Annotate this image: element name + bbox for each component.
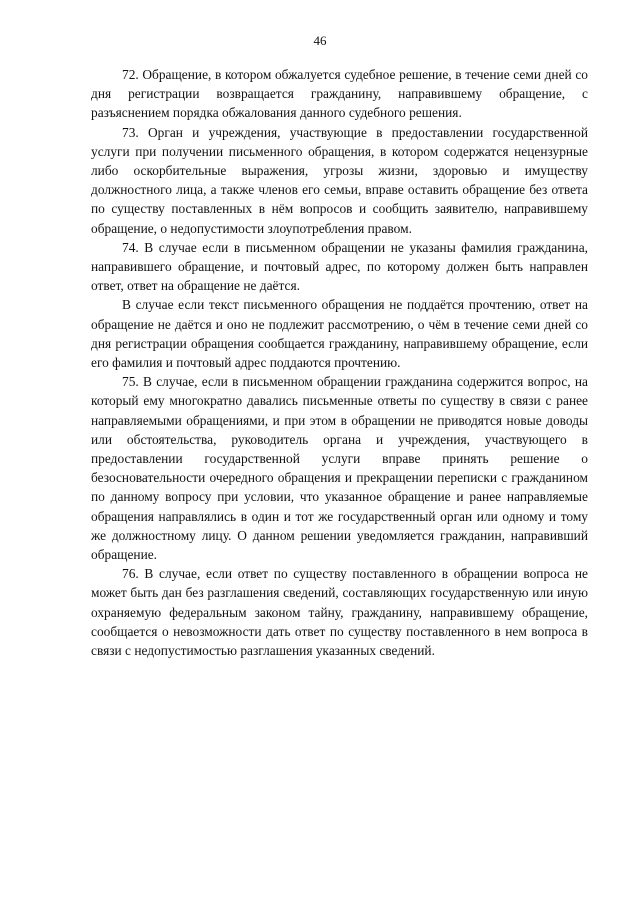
document-body: [91, 65, 588, 660]
paragraph-74: 74. В случае если в письменном обращении не указаны фамилия гражданина, направившего обращение, и почтовый адрес, по которому должен быть направлен ответ, ответ на обращение не даётся.: [91, 239, 588, 294]
paragraph-75: 75. В случае, если в письменном обращении гражданина содержится вопрос, на который ему многократно давались письменные ответы по существу в связи с ранее направляемыми обращениями, и при этом в обращении не приводятся новые доводы или обстоятельства, руководитель органа и учреждения, участвующего в предоставлении государственной услуги вправе принять решение о безосновательности очередного обращения и прекращении переписки с гражданином по данному вопросу при условии, что указанное обращение и ранее направляемые обращения направлялись в один и тот же государственный орган или одному и тому же должностному лицу. О данном решении уведомляется гражданин, направивший обращение.: [91, 374, 588, 563]
paragraph-74-continued: В случае если текст письменного обращения не поддаётся прочтению, ответ на обращение не даётся и оно не подлежит рассмотрению, о чём в течение семи дней со дня регистрации обращения сообщается гражданину, направившему обращение, если его фамилия и почтовый адрес поддаются прочтению.: [91, 297, 588, 371]
page-number: 46: [313, 33, 327, 48]
paragraph-72: 72. Обращение, в котором обжалуется судебное решение, в течение семи дней со дня регистрации возвращается гражданину, направившему обращение, с разъяснением порядка обжалования данного судебного решения.: [91, 67, 588, 121]
paragraph-76: 76. В случае, если ответ по существу поставленного в обращении вопроса не может быть дан без разглашения сведений, составляющих государственную или иную охраняемую федеральным законом тайну, гражданину, направившему обращение, сообщается о невозможности дать ответ по существу поставленного в нем вопроса в связи с недопустимостью разглашения указанных сведений.: [91, 566, 588, 659]
paragraph-73: 73. Орган и учреждения, участвующие в предоставлении государственной услуги при получении письменного обращения, в котором содержатся нецензурные либо оскорбительные выражения, угрозы жизни, здоровью и имуществу должностного лица, а также членов его семьи, вправе оставить обращение без ответа по существу поставленных в нём вопросов и сообщить заявителю, направившему обращение, о недопустимости злоупотребления правом.: [91, 124, 588, 236]
